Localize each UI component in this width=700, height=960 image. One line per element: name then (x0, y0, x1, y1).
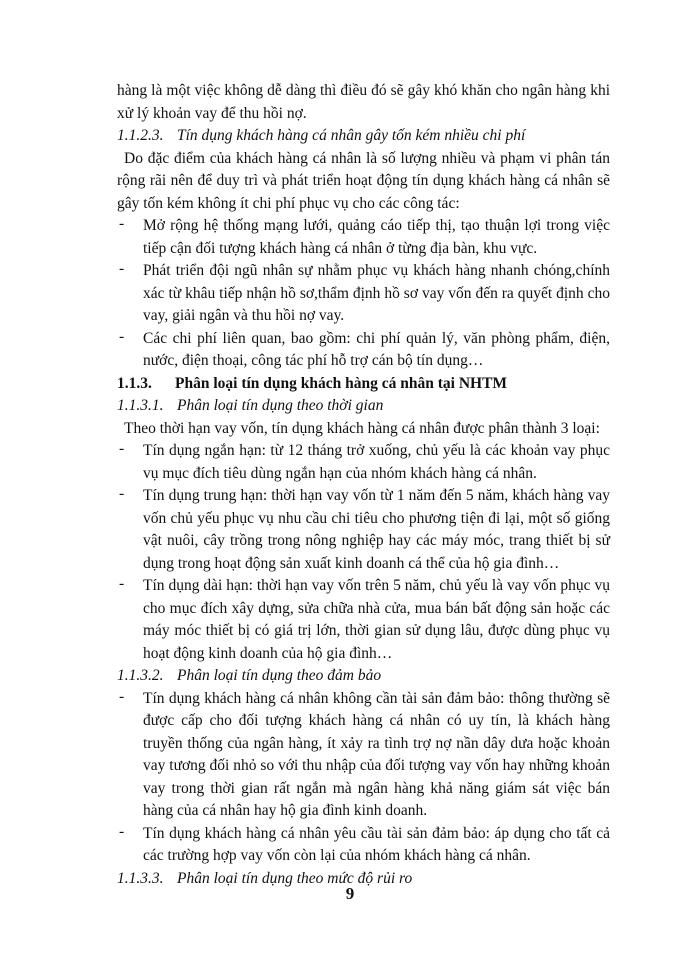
section-heading (117, 665, 610, 688)
section-number: 1.1.2.3. (117, 127, 164, 144)
list-item (117, 575, 610, 665)
list-item (117, 440, 610, 485)
list-item (117, 328, 610, 373)
section-title: Phân loại tín dụng theo thời gian (177, 397, 384, 414)
list-item-text: Phát triển đội ngũ nhân sự nhằm phục vụ khách hàng nhanh chóng,chính xác từ khâu tiếp nhận hồ sơ,thẩm định hồ sơ vay vốn đến ra quyết định cho vay, giải ngân và thu hồi nợ vay. (143, 262, 610, 324)
bullet-dash: - (119, 485, 125, 502)
section-heading (117, 373, 610, 396)
bullet-dash: - (119, 327, 125, 345)
section-title: Phân loại tín dụng khách hàng cá nhân tại NHTM (175, 374, 508, 392)
section-number: 1.1.3.2. (117, 667, 164, 684)
bullet-dash: - (119, 440, 125, 457)
paragraph: hàng là một việc không dễ dàng thì điều đó sẽ gây khó khăn cho ngân hàng khi xử lý khoản vay để thu hồi nợ. (117, 82, 610, 122)
bullet-dash: - (119, 260, 125, 277)
bullet-dash: - (119, 687, 125, 705)
section-title: Tín dụng khách hàng cá nhân gây tốn kém nhiều chi phí (177, 127, 526, 144)
list-item (117, 688, 610, 823)
section-heading (117, 395, 610, 418)
section-number: 1.1.3. (117, 374, 152, 392)
list-item-text: Tín dụng trung hạn: thời hạn vay vốn từ 1 năm đến 5 năm, khách hàng vay vốn chủ yếu phục vụ nhu cầu chi tiêu cho phương tiện đi lại, một số giống vật nuôi, cây trồng trong nông nghiệp hay các máy móc, trang thiết bị sử dụng trong hoạt động sản xuất kinh doanh cá thể của hộ gia đình… (143, 487, 610, 572)
bullet-dash: - (119, 575, 125, 592)
paragraph: Theo thời hạn vay vốn, tín dụng khách hàng cá nhân được phân thành 3 loại: (124, 419, 600, 437)
list-item-text: Tín dụng dài hạn: thời hạn vay vốn trên 5 năm, chủ yếu là vay vốn phục vụ cho mục đích xây dựng, sửa chữa nhà cửa, mua bán bất động sản hoặc các máy móc thiết bị có giá trị lớn, thời gian sử dụng lâu, được dùng phục vụ hoạt động kinh doanh của hộ gia đình… (143, 577, 610, 662)
bullet-dash: - (119, 822, 125, 840)
bullet-dash: - (119, 215, 125, 232)
section-number: 1.1.3.1. (117, 397, 164, 414)
paragraph: Do đặc điểm của khách hàng cá nhân là số lượng nhiều và phạm vi phân tán rộng rãi nên để duy trì và phát triển hoạt động tín dụng khách hàng cá nhân sẽ gây tốn kém không ít chi phí phục vụ cho các công tác: (117, 149, 610, 212)
list-item-text: Tín dụng ngắn hạn: từ 12 tháng trở xuống, chủ yếu là các khoản vay phục vụ mục đích tiêu dùng ngắn hạn của nhóm khách hàng cá nhân. (143, 442, 610, 482)
section-title: Phân loại tín dụng theo mức độ rủi ro (177, 869, 413, 887)
list-item (117, 485, 610, 575)
page-body (117, 80, 610, 890)
list-item-text: Tín dụng khách hàng cá nhân không cần tài sản đảm bảo: thông thường sẽ được cấp cho đối tượng khách hàng cá nhân có uy tín, là khách hàng truyền thống của ngân hàng, ít xảy ra tình trợ nợ nần dây dưa hoặc khoản vay tương đối nhỏ so với thu nhập của đối tượng vay vốn hay những khoản vay trong thời gian rất ngắn mà ngân hàng khả năng giám sát việc bán hàng của cá nhân hay hộ gia đình kinh doanh. (143, 689, 610, 819)
list-item (117, 823, 610, 868)
page-number: 9 (345, 884, 355, 903)
list-item (117, 260, 610, 328)
section-title: Phân loại tín dụng theo đảm bảo (177, 667, 382, 684)
list-item-text: Các chi phí liên quan, bao gồm: chi phí quản lý, văn phòng phẩm, điện, nước, điện thoại, công tác phí hỗ trợ cán bộ tín dụng… (143, 329, 610, 369)
section-number: 1.1.3.3. (117, 869, 164, 887)
list-item-text: Mở rộng hệ thống mạng lưới, quảng cáo tiếp thị, tạo thuận lợi trong việc tiếp cận đối tượng khách hàng cá nhân ở từng địa bàn, khu vực. (143, 217, 610, 257)
section-heading (117, 125, 610, 148)
list-item (117, 215, 610, 260)
list-item-text: Tín dụng khách hàng cá nhân yêu cầu tài sản đảm bảo: áp dụng cho tất cả các trường hợp vay vốn còn lại của nhóm khách hàng cá nhân. (143, 824, 610, 864)
